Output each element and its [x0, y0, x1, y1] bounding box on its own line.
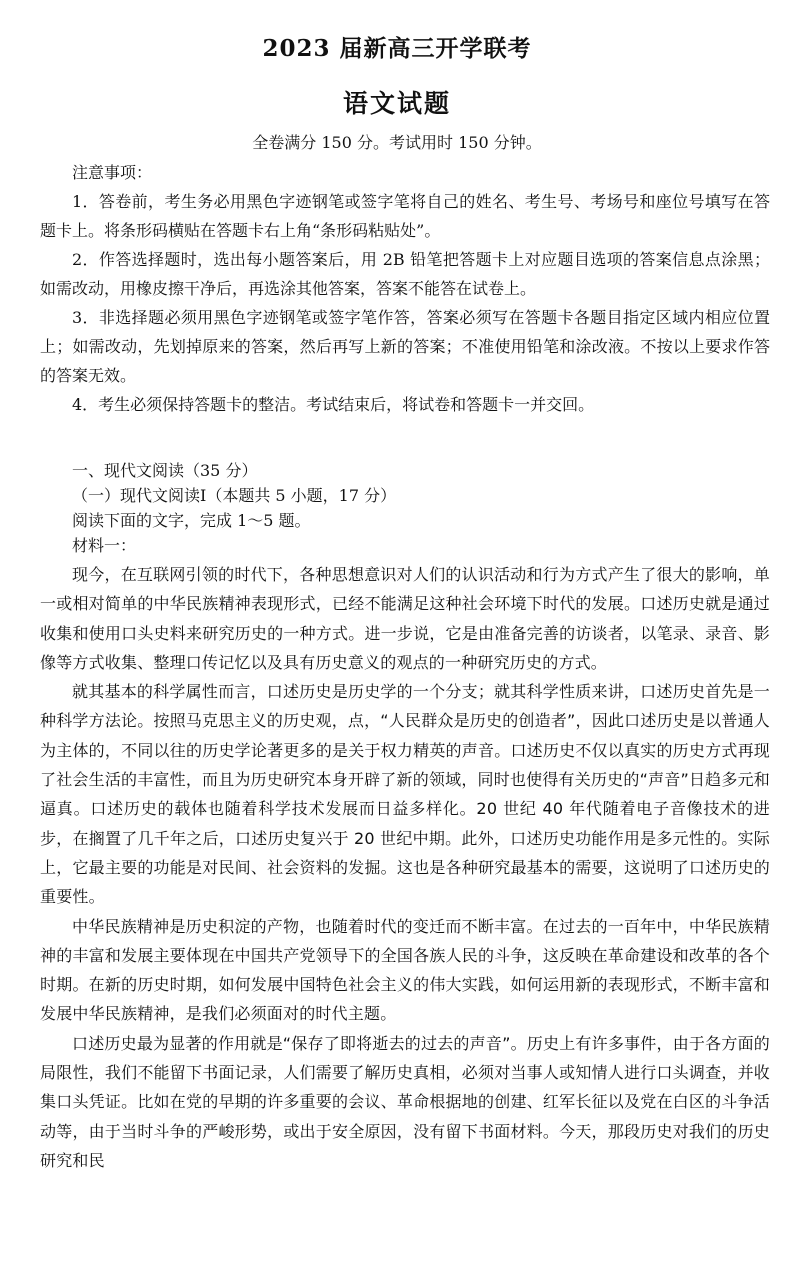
part-heading: 一、现代文阅读（35 分） [72, 461, 258, 480]
material-body [40, 560, 770, 1175]
body-paragraph-2: 就其基本的科学属性而言，口述历史是历史学的一个分支；就其科学性质来讲，口述历史首先是一种科学方法论。按照马克思主义的历史观，点，“人民群众是历史的创造者”，因此口述历史是以普通人为主体的，不同以往的历史学论著更多的是关于权力精英的声音。口述历史不仅以真实的历史方式再现了社会生活的丰富性，而且为历史研究本身开辟了新的领域，同时也使得有关历史的“声音”日趋多元和逼真。口述历史的载体也随着科学技术发展而日益多样化。20 世纪 40 年代随着电子音像技术的进步，在搁置了几千年之后，口述历史复兴于 20 世纪中期。此外，口述历史功能作用是多元性的。实际上，它最主要的功能是对民间、社会资料的发掘。这也是各种研究最基本的需要，这说明了口述历史的重要性。 [40, 682, 770, 907]
notice-item-2: 2．作答选择题时，选出每小题答案后，用 2B 铅笔把答题卡上对应题目选项的答案信息点涂黑；如需改动，用橡皮擦干净后，再选涂其他答案，答案不能答在试卷上。 [40, 250, 770, 298]
subpart-heading: （一）现代文阅读Ⅰ（本题共 5 小题，17 分） [72, 486, 397, 505]
body-paragraph-3: 中华民族精神是历史积淀的产物，也随着时代的变迁而不断丰富。在过去的一百年中，中华民族精神的丰富和发展主要体现在中国共产党领导下的全国各族人民的斗争，这反映在革命建设和改革的各个时期。在新的历史时期，如何发展中国特色社会主义的伟大实践，如何运用新的表现形式，不断丰富和发展中华民族精神，是我们必须面对的时代主题。 [40, 916, 770, 1024]
reading-section-header [40, 458, 770, 558]
notice-heading: 注意事项： [72, 163, 153, 182]
notice-item-4: 4．考生必须保持答题卡的整洁。考试结束后，将试卷和答题卡一并交回。 [72, 395, 595, 414]
body-paragraph-4: 口述历史最为显著的作用就是“保存了即将逝去的过去的声音”。历史上有许多事件，由于各方面的局限性，我们不能留下书面记录，人们需要了解历史真相，必须对当事人或知情人进行口头调查，并收集口头凭证。比如在党的早期的许多重要的会议、革命根据地的创建、红军长征以及党在白区的斗争活动等，由于当时斗争的严峻形势，或出于安全原因，没有留下书面材料。今天，那段历史对我们的历史研究和民 [40, 1033, 770, 1170]
notice-section [40, 158, 770, 419]
exam-score-time: 全卷满分 150 分。考试用时 150 分钟。 [252, 133, 542, 152]
subject-title: 语文试题 [342, 89, 451, 118]
body-paragraph-1: 现今，在互联网引领的时代下，各种思想意识对人们的认识活动和行为方式产生了很大的影响，单一或相对简单的中华民族精神表现形式，已经不能满足这种社会环境下时代的发展。口述历史就是通过收集和使用口头史料来研究历史的一种方式。进一步说，它是由准备完善的访谈者，以笔录、录音、影像等方式收集、整理口传记忆以及具有历史意义的观点的一种研究历史的方式。 [40, 565, 770, 672]
notice-item-1: 1．答卷前，考生务必用黑色字迹钢笔或签字笔将自己的姓名、考生号、考场号和座位号填写在答题卡上。将条形码横贴在答题卡右上角“条形码粘贴处”。 [40, 192, 770, 240]
material-label: 材料一： [72, 536, 137, 555]
notice-item-3: 3．非选择题必须用黑色字迹钢笔或签字笔作答，答案必须写在答题卡各题目指定区域内相应位置上；如需改动，先划掉原来的答案，然后再写上新的答案；不准使用铅笔和涂改液。不按以上要求作答的答案无效。 [40, 308, 770, 385]
exam-title: 2023 届新高三开学联考 [262, 35, 532, 62]
reading-instruction: 阅读下面的文字，完成 1～5 题。 [72, 511, 311, 530]
